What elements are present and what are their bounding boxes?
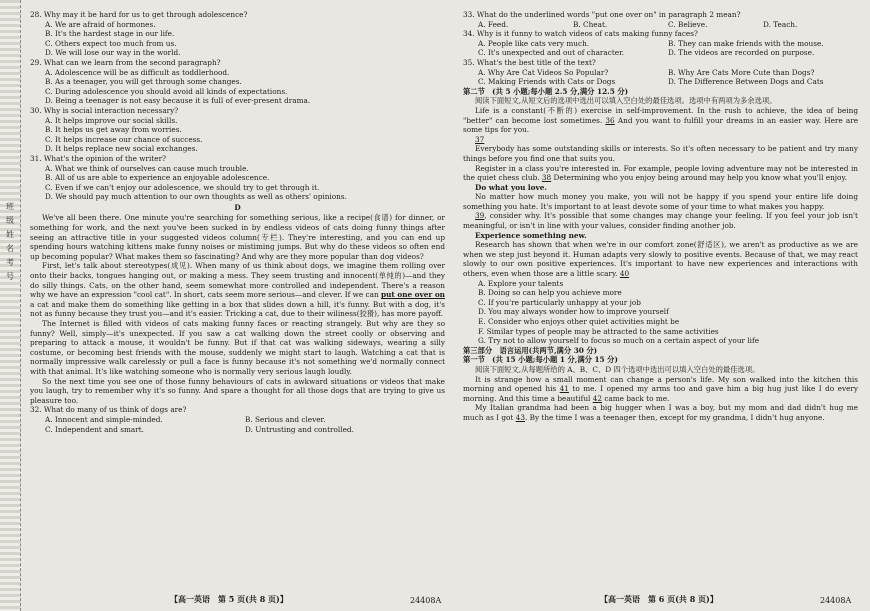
- seven-choice-blank-line: [463, 135, 858, 145]
- question-29: [30, 58, 445, 106]
- option-b: B. It helps us get away from worries.: [45, 125, 182, 135]
- option-b: B. It's the hardest stage in our life.: [45, 29, 175, 39]
- option-b: B. Doing so can help you achieve more: [478, 288, 622, 298]
- paragraph-text: And you want to fulfill your dreams in an easier way. Here are some tips for you.: [463, 115, 859, 135]
- question-33: [463, 10, 858, 29]
- option-d: D. It helps replace new social exchanges.: [45, 144, 198, 154]
- seven-choice-paragraph-6: [463, 240, 858, 278]
- page-footer-right: 【高一英语 第 6 页(共 8 页)】: [600, 594, 718, 604]
- question-stem: 32. What do many of us think of dogs are?: [30, 405, 187, 415]
- underlined-phrase: put one over on: [381, 290, 445, 300]
- option-a: A. Adolescence will be as difficult as toddlerhood.: [45, 67, 230, 77]
- paragraph-text: Research has shown that when we're in our comfort zone(舒适区), we aren't as productive as we are when we step just beyond it. Human adapts very slowly to positive events. Because of that, we may react slowly to our own positive experiences. It's important to have new experiences and interactions with others, even when those are a little scary.: [463, 240, 858, 279]
- right-page: [463, 10, 858, 611]
- question-31: [30, 154, 445, 202]
- exam-code-left: 24408A: [410, 596, 442, 605]
- option-c: C. Others expect too much from us.: [45, 38, 177, 48]
- question-stem: 29. What can we learn from the second paragraph?: [30, 57, 221, 67]
- option-a: A. What we think of ourselves can cause much trouble.: [45, 163, 249, 173]
- blank-41: 41: [559, 384, 569, 394]
- paragraph-text: First, let's talk about stereotypes(成见). When many of us think about dogs, we imagine them rolling over onto their backs, tongues hanging out, or making a mess. They seem trusting and innocent(单纯的)—and they do silly things. Cats, on the other hand, seem somewhat more controlled and independent. There's a reason why we have an expression "cool cat". In short, cats seem more serious—and clever. If we can: [30, 261, 445, 300]
- option-d: D. The videos are recorded on purpose.: [668, 48, 815, 58]
- exam-code-right: 24408A: [820, 596, 852, 605]
- option-a: A. Why Are Cat Videos So Popular?: [478, 67, 609, 77]
- section-1-instructions: 阅读下面短文,从每题所给的 A、B、C、D 四个选项中选出可以填入空白处的最佳选项。: [475, 364, 760, 374]
- option-c: C. Even if we can't enjoy our adolescence, we should try to get through it.: [45, 182, 320, 192]
- seven-choice-paragraph-4: No matter how much money you make, you will not be happy if you spend your entire life doing something you hate. It's important to at least devote some of your time to what makes you happy.: [463, 192, 858, 211]
- question-stem: 33. What do the underlined words "put one over on" in paragraph 2 mean?: [463, 10, 741, 19]
- option-e: E. Consider who enjoys other quiet activities might be: [478, 317, 680, 326]
- seven-choice-paragraph-1: [463, 106, 858, 135]
- option-b: B. They can make friends with the mouse.: [668, 38, 824, 48]
- question-28: [30, 10, 445, 58]
- option-d: D. Teach.: [763, 19, 798, 29]
- subheading-experience-something-new: Experience something new.: [475, 230, 587, 240]
- question-stem: 31. What's the opinion of the writer?: [30, 153, 166, 163]
- seven-choice-paragraph-5: [463, 211, 858, 230]
- question-35: [463, 58, 858, 87]
- blank-37: 37: [475, 134, 485, 144]
- blank-40: 40: [619, 269, 630, 279]
- paragraph-text: My Italian grandma had been a big hugger when I was a boy, but my mom and dad didn't hug me much as I got: [463, 403, 858, 422]
- paragraph-text: came back to me.: [604, 393, 670, 403]
- option-c: C. During adolescence you should avoid all kinds of expectations.: [45, 86, 288, 96]
- option-g: G. Try not to allow yourself to focus so much on a certain aspect of your life: [478, 336, 760, 346]
- question-34: [463, 29, 858, 58]
- paragraph-text: Determining who you enjoy being around may help you know what you'll enjoy.: [553, 173, 847, 183]
- page-footer-left: 【高一英语 第 5 页(共 8 页)】: [170, 594, 288, 604]
- option-d: D. Being a teenager is not easy because it is full of ever-present drama.: [45, 96, 311, 106]
- binding-margin: [0, 0, 21, 611]
- option-b: B. Cheat.: [573, 19, 608, 29]
- option-b: B. Why Are Cats More Cute than Dogs?: [668, 67, 815, 77]
- option-b: B. As a teenager, you will get through some changes.: [45, 77, 242, 87]
- option-f: F. Similar types of people may be attracted to the same activities: [478, 326, 719, 336]
- cloze-paragraph-1: [463, 375, 858, 404]
- section-1-title: 第一节 (共 15 小题;每小题 1 分,满分 15 分): [463, 355, 618, 365]
- question-32: [30, 405, 445, 434]
- option-b: B. All of us are able to experience an enjoyable adolescence.: [45, 173, 270, 183]
- option-a: A. We are afraid of hormones.: [45, 19, 156, 29]
- cloze-paragraph-2: [463, 403, 858, 422]
- blank-36: 36: [605, 115, 615, 125]
- option-c: C. It's unexpected and out of character.: [478, 48, 625, 58]
- blank-42: 42: [592, 393, 602, 403]
- paragraph-text: , consider why. It's possible that some changes may change your feeling. If you feel your job isn't meaningful, or isn't in line with your values, consider finding another job.: [463, 211, 858, 231]
- option-c: C. If you're particularly unhappy at your job: [478, 297, 641, 307]
- binding-labels: 班 级 姓 名 考 号: [6, 202, 14, 281]
- option-a: A. It helps improve our social skills.: [45, 115, 178, 125]
- option-a: A. Explore your talents: [478, 278, 564, 288]
- option-d: D. You may always wonder how to improve yourself: [478, 307, 669, 317]
- blank-38: 38: [541, 173, 552, 183]
- option-a: A. People like cats very much.: [478, 38, 590, 48]
- passage-paragraph-4: So the next time you see one of those funny behaviours of cats in awkward situations or videos that make you laugh, try to remember why it's so funny. And spare a thought for all those dogs that are trying to give us pleasure too.: [30, 376, 445, 405]
- subheading-do-what-you-love: Do what you love.: [475, 182, 547, 192]
- blank-39: 39: [475, 211, 485, 221]
- question-30: [30, 106, 445, 154]
- question-stem: 28. Why may it be hard for us to get through adolescence?: [30, 10, 248, 19]
- passage-paragraph-1: We've all been there. One minute you're searching for something serious, like a recipe(食谱) for dinner, or something for work, and the next you've been sucked in by endless videos of cats doing funny things after seeing an attractive title in your suggested videos column(专栏). They're interesting, and you can end up spending hours watching kittens make funny noises or mistiming jumps. But why do these videos so often end up becoming popular? What makes them so fascinating? And why are they more popular than dog videos?: [30, 213, 445, 261]
- blank-43: 43: [515, 412, 525, 422]
- left-page: [30, 10, 445, 611]
- option-c: C. It helps increase our chance of success.: [45, 134, 203, 144]
- paragraph-text: It is strange how a small moment can change a person's life. My son walked into the kitchen this morning and opened his: [463, 374, 858, 394]
- paragraph-text: . By the time I was a teenager then, except for my grandma, I didn't hug anyone.: [524, 412, 825, 422]
- paragraph-text: Life is a constant(不断的) exercise in self-improvement. In the rush to achieve, the idea of being "better" can become lost sometimes.: [463, 105, 858, 125]
- seven-choice-options: [463, 279, 858, 346]
- option-c: C. Independent and smart.: [45, 424, 144, 434]
- paragraph-text: to me. I opened my arms too and gave him a big hug just like I do every morning. And this time a beautiful: [463, 384, 858, 403]
- question-stem: 34. Why is it funny to watch videos of cats making funny faces?: [463, 29, 698, 39]
- seven-choice-paragraph-2: Everybody has some outstanding skills or interests. So it's often necessary to be patient and try many things before you find one that suits you.: [463, 144, 858, 163]
- passage-paragraph-2: [30, 261, 445, 319]
- seven-choice-paragraph-3: [463, 164, 858, 183]
- passage-letter: D: [234, 202, 241, 212]
- option-d: D. Untrusting and controlled.: [245, 424, 354, 434]
- option-d: D. We will lose our way in the world.: [45, 48, 181, 58]
- question-stem: 35. What's the best title of the text?: [463, 57, 596, 67]
- paragraph-text: a cat and make them do something like getting in a box that slides down a hill, it's funny. But with a dog, it's not as funny because they trust you—and it's easier. Tricking a cat, due to their wiliness(狡猾), has more payoff.: [30, 299, 445, 319]
- option-c: C. Making Friends with Cats or Dogs: [478, 77, 616, 87]
- section-2-title: 第二节 (共 5 小题;每小题 2.5 分,满分 12.5 分): [463, 86, 629, 96]
- option-a: A. Innocent and simple-minded.: [45, 414, 163, 424]
- option-c: C. Believe.: [668, 19, 708, 29]
- part-3-title: 第三部分 语言运用(共两节,满分 30 分): [463, 345, 598, 355]
- option-b: B. Serious and clever.: [245, 414, 326, 424]
- passage-paragraph-3: The Internet is filled with videos of cats making funny faces or reacting strangely. But why are they so funny? Well, simply—it's unexpected. If you saw a cat walking down the street coolly or observing and preparing to attack a mouse, it wouldn't be funny. But if that cat was walking sideways, wearing a silly costume, or becoming best friends with the mouse, suddenly we might start to laugh. Watching a cat that is normally impressive walk carelessly or pull a face is funny because it's not something we'd normally connect with that animal. It's like watching someone who is normally very serious laugh loudly.: [30, 319, 445, 376]
- option-a: A. Feed.: [478, 19, 509, 29]
- question-stem: 30. Why is social interaction necessary?: [30, 105, 179, 115]
- option-d: D. We should pay much attention to our own thoughts as well as others' opinions.: [45, 192, 347, 202]
- paragraph-text: Register in a class you're interested in. For example, people loving adventure may not be interested in the quiet chess club.: [463, 163, 858, 183]
- section-2-instructions: 阅读下面短文,从短文后的选项中选出可以填入空白处的最佳选项。选项中有两项为多余选项。: [475, 96, 777, 106]
- option-d: D. The Difference Between Dogs and Cats: [668, 77, 824, 87]
